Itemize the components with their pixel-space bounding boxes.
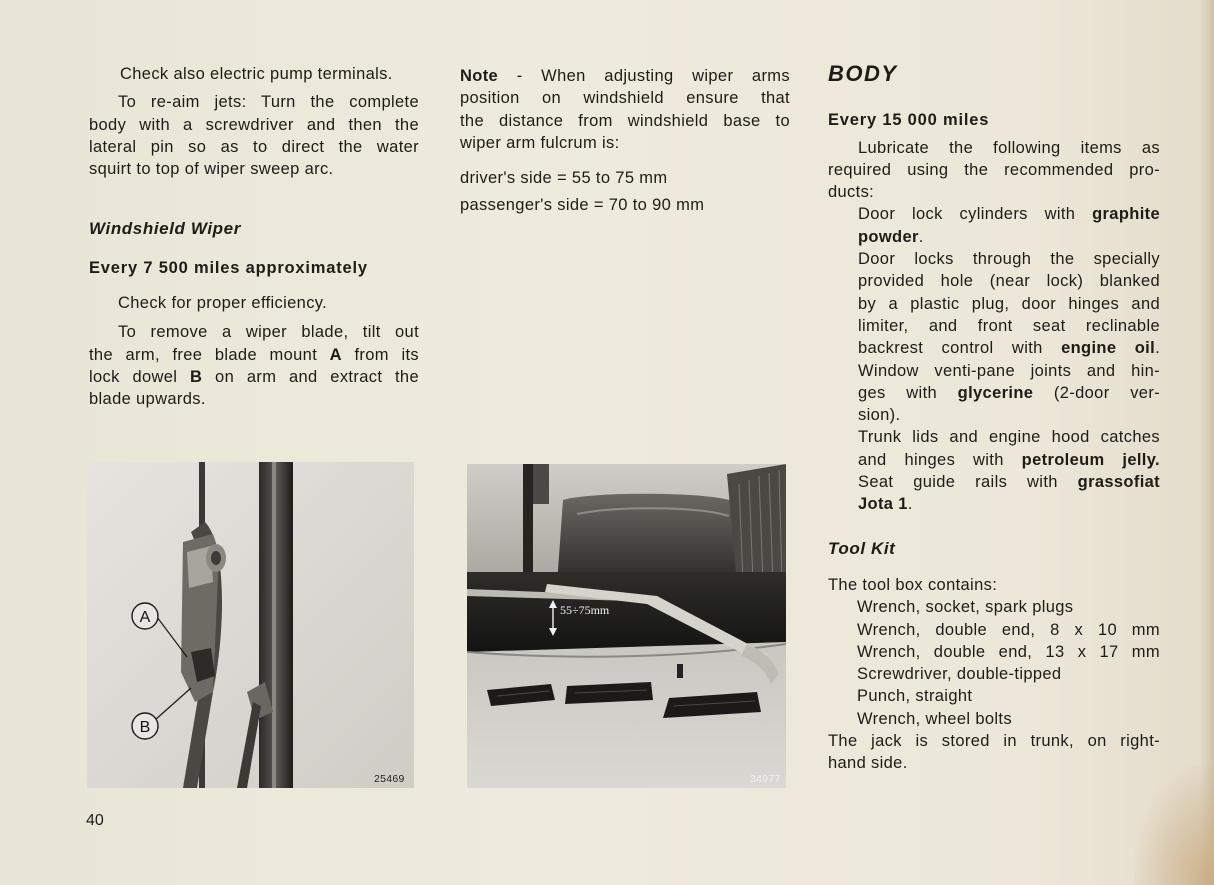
text-line: limiter, and front seat reclinable [858,316,1160,335]
text-span: (2-door ver- [1033,383,1161,402]
text-line: squirt to top of wiper sweep arc. [89,160,334,179]
text-line [858,337,1160,359]
text-line [89,344,419,366]
text-span: Seat guide rails with [858,473,1078,492]
text-span: . [907,495,913,514]
text-line: by a plastic plug, door hinges and [858,294,1160,313]
callout-b: B [139,719,151,736]
text-line [858,226,1160,248]
lubrication-items [828,203,1160,515]
figure-number: 34977 [750,773,781,785]
bold-text: powder [858,227,919,246]
text-line: To remove a wiper blade, tilt out [118,323,419,342]
text-span: - When adjusting wiper arms [498,67,790,85]
section-heading-tool-kit: Tool Kit [828,538,896,558]
section-heading-wiper: Windshield Wiper [89,219,241,239]
figure-wiper-position [467,464,786,788]
text-line: the distance from windshield base to [460,111,790,130]
text-span: from its [341,345,419,364]
text-line [858,382,1160,404]
dimension-label: 55÷75mm [560,603,610,617]
column-middle [460,65,790,217]
text-line [89,366,419,388]
item-door-locks: Door locks through the specially [858,250,1160,269]
list-item: Wrench, double end, 8 x 10 mm [857,620,1160,639]
text-line: ducts: [828,183,875,202]
text-span: ges with [858,383,958,402]
label-b-ref: B [190,367,203,386]
figure-number: 25469 [374,773,405,785]
text-line: To re-aim jets: Turn the complete [118,93,419,112]
page-edge-shadow [1200,0,1214,885]
paragraph-reaim [89,91,419,180]
list-item: Wrench, socket, spark plugs [857,598,1074,617]
text-span: Door lock cylinders with [858,205,1093,224]
paragraph-pump: Check also electric pump terminals. [120,65,393,83]
paragraph-remove-blade [89,321,419,410]
text-span: and hinges with [858,450,1022,469]
interval-heading: Every 15 000 miles [828,111,990,130]
text-line: lateral pin so as to direct the water [89,137,419,156]
bold-text: engine oil [1061,339,1156,358]
text-line: provided hole (near lock) blanked [858,272,1160,291]
note-line [460,65,790,87]
text-line [858,449,1160,471]
text-line: required using the recommended pro- [828,160,1160,179]
text-span: backrest control with [858,339,1062,358]
list-item: Screwdriver, double-tipped [857,665,1062,684]
list-item: Punch, straight [857,687,973,706]
item-venti-pane: Window venti-pane joints and hin- [858,361,1160,380]
callout-a: A [139,609,151,626]
column-right [828,63,1160,775]
text-span: the arm, free blade mount [89,345,330,364]
paragraph-lubricate [828,137,1160,204]
bold-text: graphite [1092,205,1160,224]
list-item: Wrench, wheel bolts [857,709,1012,728]
text-line: position on windshield ensure that [460,89,790,108]
page-number: 40 [86,812,104,829]
text-line [858,493,1160,515]
column-left [89,63,419,411]
item-seat-rails [858,471,1160,493]
driver-side-spec: driver's side = 55 to 75 mm [460,169,668,188]
figure-wiper-arm [87,462,414,788]
tool-box-intro: The tool box contains: [828,575,998,594]
wiper-position-photo [467,464,786,788]
text-line: blade upwards. [89,390,206,409]
label-a-ref: A [329,345,342,364]
list-item: Wrench, double end, 13 x 17 mm [857,642,1160,661]
note-label: Note [460,67,499,85]
text-line: wiper arm fulcrum is: [460,133,620,152]
tool-list [828,596,1160,730]
interval-heading: Every 7 500 miles approximately [89,258,368,277]
bold-text: glycerine [957,383,1034,402]
passenger-side-spec: passenger's side = 70 to 90 mm [460,196,705,215]
paragraph-efficiency: Check for proper efficiency. [118,294,328,313]
text-line: body with a screwdriver and then the [89,115,419,134]
bold-text: petroleum jelly. [1021,450,1160,469]
text-span: . [918,227,924,246]
text-span: . [1155,339,1160,358]
text-line: sion). [858,406,901,425]
wiper-arm-photo [87,462,414,788]
text-span: on arm and extract the [202,367,419,386]
text-line: Lubricate the following items as [858,138,1160,157]
bold-text: grassofiat [1077,473,1160,492]
item-trunk-lids: Trunk lids and engine hood catches [858,428,1160,447]
item-door-lock-cylinders [858,203,1160,225]
section-heading-body: BODY [828,61,898,86]
text-span: lock dowel [89,367,191,386]
jack-note: The jack is stored in trunk, on right- [828,732,1160,751]
text-line: hand side. [828,754,908,773]
page-stain [1134,765,1214,885]
bold-text: Jota 1 [858,495,908,514]
